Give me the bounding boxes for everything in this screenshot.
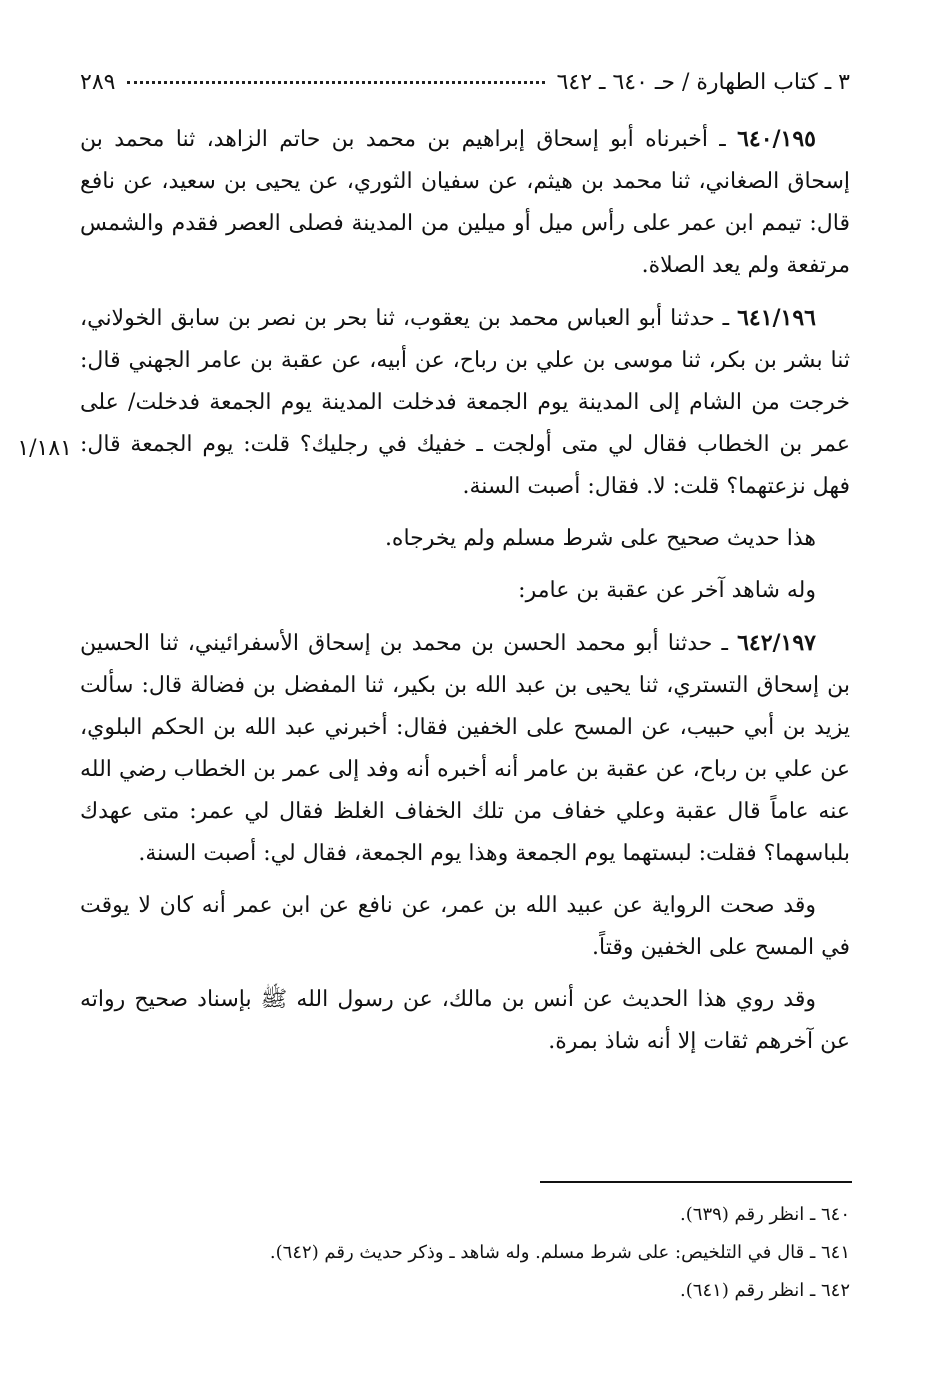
commentary-paragraph xyxy=(80,570,850,612)
running-title: ٣ ـ كتاب الطهارة / حـ ٦٤٠ ـ ٦٤٢ xyxy=(556,69,850,95)
commentary-paragraph xyxy=(80,518,850,560)
hadith-number: ٦٤٢/١٩٧ xyxy=(737,630,816,656)
paragraph-text: وقد روي هذا الحديث عن أنس بن مالك، عن رسول الله ﷺ بإسناد صحيح رواته عن آخرهم ثقات إلا أنه شاذ بمرة. xyxy=(80,987,850,1054)
footnote-separator xyxy=(540,1181,852,1183)
paragraph-text: ـ أخبرناه أبو إسحاق إبراهيم بن محمد بن حاتم الزاهد، ثنا محمد بن إسحاق الصغاني، ثنا محمد بن هيثم، عن سفيان الثوري، عن يحيى بن سعيد، عن نافع قال: تيمم ابن عمر على رأس ميل أو ميلين من المدينة فصلى العصر فقدم والشمس مرتفعة ولم يعد الصلاة. xyxy=(80,127,850,278)
footnote-item: ٦٤١ ـ قال في التلخيص: على شرط مسلم. وله شاهد ـ وذكر حديث رقم (٦٤٢). xyxy=(269,1242,850,1263)
paragraph-text: هذا حديث صحيح على شرط مسلم ولم يخرجاه. xyxy=(384,526,816,551)
footnote-item: ٦٤٠ ـ انظر رقم (٦٣٩). xyxy=(680,1204,850,1225)
hadith-paragraph xyxy=(80,118,850,287)
paragraph-text: ـ حدثنا أبو محمد الحسن بن محمد بن إسحاق الأسفرائيني، ثنا الحسين بن إسحاق التستري، ثنا يحيى بن عبد الله بن بكير، ثنا المفضل بن فضالة قال: سألت يزيد بن أبي حبيب، عن المسح على الخفين فقال: أخبرني عبد الله بن الحكم البلوي، عن علي بن رباح، عن عقبة بن عامر أنه أخبره أنه وفد إلى عمر بن الخطاب رضي الله عنه عاماً قال عقبة وعلي خفاف من تلك الخفاف الغلظ فقال لي عمر: متى عهدك بلباسهما؟ فقلت: لبستهما يوم الجمعة وهذا يوم الجمعة، فقال لي: أصبت السنة. xyxy=(80,631,850,866)
hadith-paragraph xyxy=(80,297,850,508)
running-header xyxy=(80,62,850,102)
commentary-paragraph xyxy=(80,979,850,1063)
commentary-paragraph xyxy=(80,885,850,969)
page-number: ٢٨٩ xyxy=(80,69,116,95)
hadith-number: ٦٤١/١٩٦ xyxy=(737,305,816,331)
margin-reference: ١/١٨١ xyxy=(17,436,72,461)
main-text xyxy=(80,118,850,1073)
hadith-number: ٦٤٠/١٩٥ xyxy=(737,126,816,152)
paragraph-text: وقد صحت الرواية عن عبيد الله بن عمر، عن نافع عن ابن عمر أنه كان لا يوقت في المسح على الخفين وقتاً. xyxy=(80,893,850,960)
footnotes xyxy=(80,1196,850,1310)
paragraph-text: ـ حدثنا أبو العباس محمد بن يعقوب، ثنا بحر بن نصر بن سابق الخولاني، ثنا بشر بن بكر، ثنا موسى بن علي بن رباح، عن أبيه، عن عقبة بن عامر الجهني قال: خرجت من الشام إلى المدينة يوم الجمعة فدخلت المدينة يوم الجمعة فدخلت/ على عمر بن الخطاب فقال لي متى أولجت ـ خفيك في رجليك؟ قلت: يوم الجمعة قال: فهل نزعتهما؟ قلت: لا. فقال: أصبت السنة. xyxy=(80,306,850,499)
hadith-paragraph xyxy=(80,622,850,875)
leader-dots xyxy=(127,81,544,84)
paragraph-text: وله شاهد آخر عن عقبة بن عامر: xyxy=(518,578,816,603)
footnote-item: ٦٤٢ ـ انظر رقم (٦٤١). xyxy=(680,1280,850,1301)
